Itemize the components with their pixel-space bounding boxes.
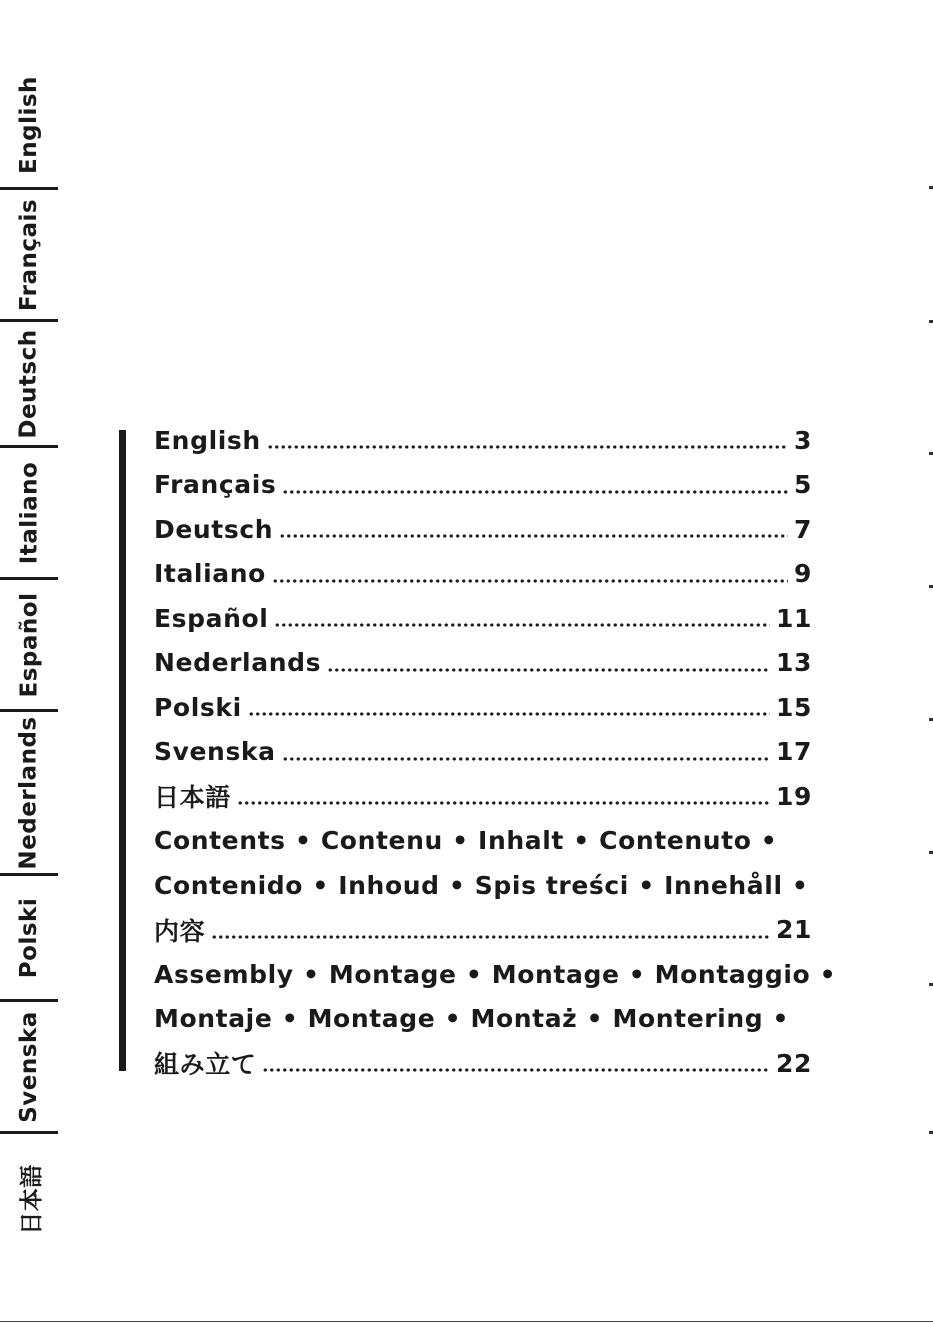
toc-leader-dots [211, 935, 770, 939]
trim-tick [929, 320, 933, 323]
lang-tab-label: Nederlands [16, 716, 42, 870]
toc-entry-japanese[interactable] [154, 774, 812, 819]
lang-tab-italiano[interactable] [0, 448, 58, 578]
toc-entry-title: Italiano [154, 559, 266, 589]
lang-tab-label: 日本語 [18, 1163, 45, 1235]
lang-tab-label: Français [16, 198, 42, 312]
toc-entry-english[interactable] [154, 418, 812, 463]
toc-entry-espanol[interactable] [154, 596, 812, 641]
toc-leader-dots [274, 623, 770, 627]
toc-assembly-line-3[interactable] [154, 1041, 812, 1086]
lang-tab-deutsch[interactable] [0, 322, 58, 446]
toc-contents-text: Contenido • Inhoud • Spis treści • Innehåll • [154, 870, 809, 900]
toc-assembly-line-1[interactable] [154, 952, 837, 997]
toc-leader-dots [262, 1068, 770, 1072]
toc-assembly-text: Montaje • Montage • Montaż • Montering • [154, 1004, 790, 1034]
toc-entry-title: Nederlands [154, 648, 322, 678]
trim-tick [929, 983, 933, 986]
toc-assembly-line-2[interactable] [154, 997, 812, 1042]
toc-entry-page: 19 [776, 781, 812, 811]
toc-contents-text: 内容 [154, 916, 206, 946]
toc-assembly-text: 組み立て [154, 1050, 257, 1080]
toc-entry-title: 日本語 [154, 783, 231, 813]
table-of-contents [154, 418, 837, 1086]
trim-tick [929, 718, 933, 721]
toc-contents-line-2[interactable] [154, 863, 812, 908]
toc-leader-dots [237, 801, 770, 805]
toc-entry-nederlands[interactable] [154, 641, 812, 686]
trim-tick [929, 186, 933, 189]
toc-entry-page: 13 [776, 648, 812, 678]
lang-tab-polski[interactable] [0, 876, 58, 1000]
toc-leader-dots [327, 668, 770, 672]
toc-entry-title: Español [154, 603, 269, 633]
toc-entry-page: 7 [794, 514, 812, 544]
toc-leader-dots [267, 445, 788, 449]
lang-tab-label: Svenska [16, 1011, 43, 1123]
lang-tab-label: English [16, 76, 43, 174]
toc-entry-page: 15 [776, 692, 812, 722]
toc-entry-page: 9 [794, 559, 812, 589]
toc-entry-page: 22 [776, 1048, 812, 1078]
lang-tab-japanese[interactable] [0, 1134, 58, 1264]
toc-entry-title: Polski [154, 692, 242, 722]
toc-entry-polski[interactable] [154, 685, 812, 730]
lang-tab-svenska[interactable] [0, 1002, 58, 1132]
lang-tab-english[interactable] [0, 62, 58, 188]
toc-entry-italiano[interactable] [154, 552, 812, 597]
lang-tab-francais[interactable] [0, 190, 58, 320]
toc-entry-francais[interactable] [154, 463, 812, 508]
toc-entry-page: 3 [794, 425, 812, 455]
toc-leader-dots [272, 579, 788, 583]
toc-entry-title: Français [154, 470, 277, 500]
toc-entry-page: 11 [776, 603, 812, 633]
toc-leader-dots [248, 712, 770, 716]
toc-entry-title: Svenska [154, 737, 276, 767]
trim-tick [929, 851, 933, 854]
toc-entry-page: 21 [776, 915, 812, 945]
toc-entry-svenska[interactable] [154, 730, 812, 775]
trim-tick [929, 1131, 933, 1134]
lang-tab-label: Italiano [16, 461, 43, 565]
toc-contents-line-1[interactable] [154, 819, 812, 864]
toc-entry-page: 5 [794, 470, 812, 500]
toc-accent-bar [119, 430, 126, 1071]
toc-entry-title: Deutsch [154, 514, 274, 544]
toc-entry-deutsch[interactable] [154, 507, 812, 552]
lang-tab-label: Polski [16, 897, 43, 979]
toc-leader-dots [282, 757, 770, 761]
toc-entry-page: 17 [776, 737, 812, 767]
page-bottom-rule [0, 1321, 933, 1322]
toc-leader-dots [282, 490, 788, 494]
trim-tick [929, 585, 933, 588]
lang-tab-label: Español [16, 592, 43, 698]
lang-tab-label: Deutsch [16, 329, 43, 439]
toc-leader-dots [279, 534, 788, 538]
lang-tab-espanol[interactable] [0, 580, 58, 710]
toc-assembly-text: Assembly • Montage • Montage • Montaggio • [154, 959, 837, 989]
toc-contents-text: Contents • Contenu • Inhalt • Contenuto • [154, 826, 778, 856]
lang-tab-nederlands[interactable] [0, 712, 58, 874]
toc-contents-line-3[interactable] [154, 908, 812, 953]
toc-entry-title: English [154, 425, 261, 455]
trim-tick [929, 452, 933, 455]
